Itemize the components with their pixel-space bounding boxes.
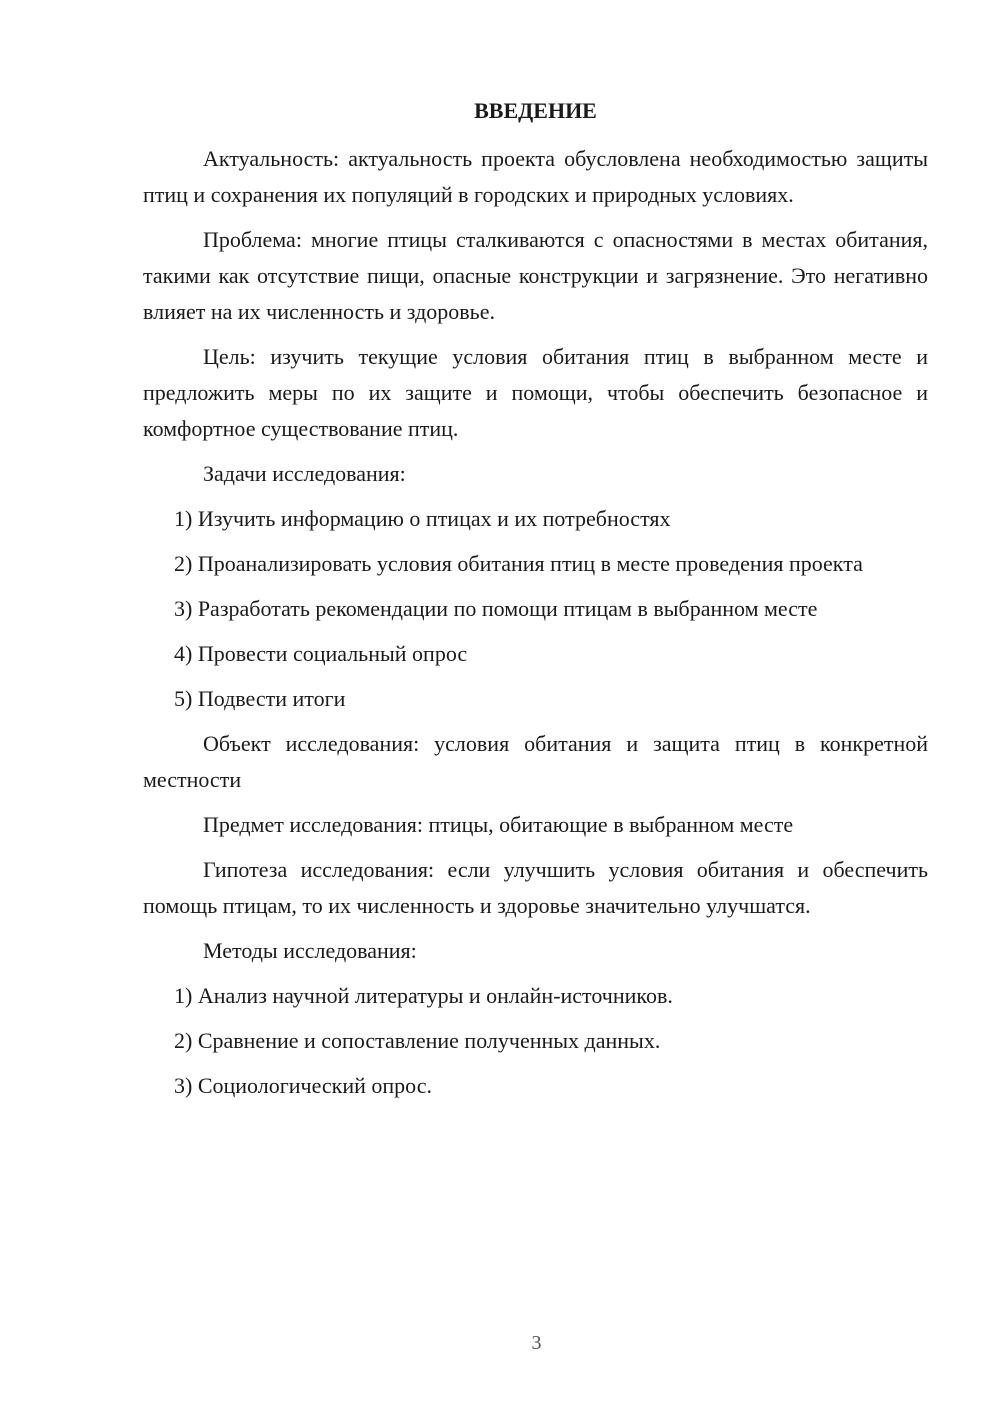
method-item: 3) Социологический опрос. [174, 1073, 432, 1098]
task-item: 5) Подвести итоги [174, 686, 346, 711]
method-item: 2) Сравнение и сопоставление полученных данных. [174, 1028, 661, 1053]
relevance-paragraph: Актуальность: актуальность проекта обусловлена необходимостью защиты птиц и сохранения их популяций в городских и природных условиях. [143, 146, 928, 207]
task-item: 2) Проанализировать условия обитания птиц в месте проведения проекта [174, 551, 863, 576]
task-item: 4) Провести социальный опрос [174, 641, 468, 666]
object-paragraph: Объект исследования: условия обитания и защита птиц в конкретной местности [143, 731, 928, 792]
tasks-heading: Задачи исследования: [203, 461, 406, 486]
methods-heading: Методы исследования: [203, 938, 417, 963]
document-body [143, 141, 928, 1113]
subject-paragraph: Предмет исследования: птицы, обитающие в выбранном месте [203, 812, 794, 837]
page-number: 3 [531, 1332, 542, 1354]
page-title: ВВЕДЕНИЕ [474, 98, 597, 123]
goal-paragraph: Цель: изучить текущие условия обитания птиц в выбранном месте и предложить меры по их защите и помощи, чтобы обеспечить безопасное и комфортное существование птиц. [143, 344, 928, 441]
hypothesis-paragraph: Гипотеза исследования: если улучшить условия обитания и обеспечить помощь птицам, то их численность и здоровье значительно улучшатся. [143, 857, 928, 918]
task-item: 1) Изучить информацию о птицах и их потребностях [174, 506, 671, 531]
task-item: 3) Разработать рекомендации по помощи птицам в выбранном месте [174, 596, 818, 621]
problem-paragraph: Проблема: многие птицы сталкиваются с опасностями в местах обитания, такими как отсутствие пищи, опасные конструкции и загрязнение. Это негативно влияет на их численность и здоровье. [143, 227, 928, 324]
method-item: 1) Анализ научной литературы и онлайн-источников. [174, 983, 673, 1008]
